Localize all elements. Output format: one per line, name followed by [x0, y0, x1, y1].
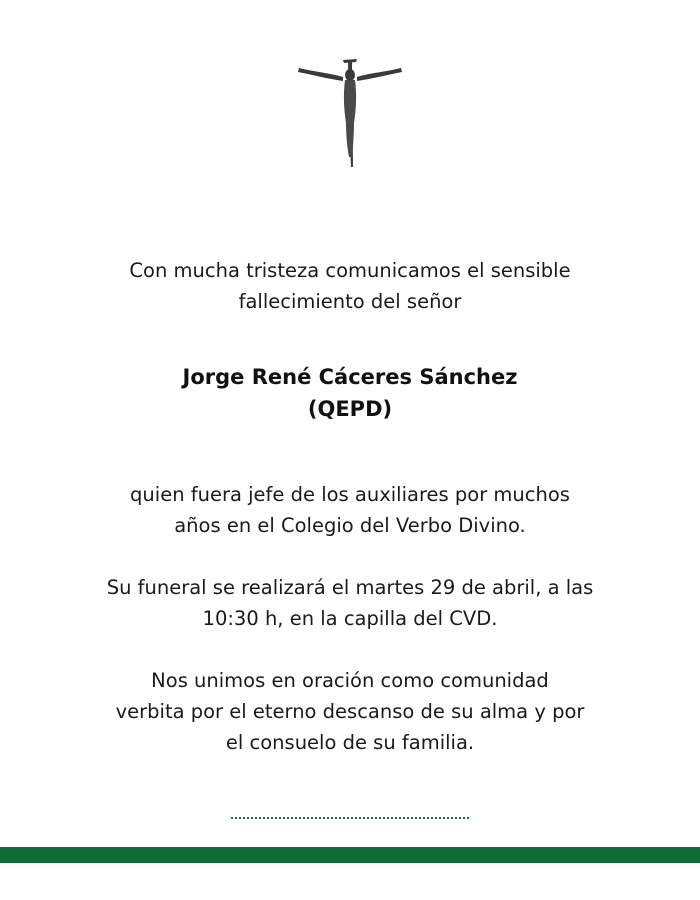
funeral-paragraph	[60, 572, 640, 634]
role-line: quien fuera jefe de los auxiliares por muchos	[130, 483, 570, 506]
deceased-name: Jorge René Cáceres Sánchez	[182, 365, 518, 389]
footer-band	[0, 847, 700, 863]
prayer-paragraph	[60, 665, 640, 758]
intro-line: fallecimiento del señor	[238, 290, 462, 313]
intro-paragraph	[60, 255, 640, 317]
role-paragraph	[60, 479, 640, 541]
prayer-line: Nos unimos en oración como comunidad	[151, 669, 549, 692]
dotted-divider	[231, 817, 469, 819]
qepd-suffix: (QEPD)	[307, 397, 393, 421]
intro-line: Con mucha tristeza comunicamos el sensible	[129, 259, 571, 282]
funeral-line: Su funeral se realizará el martes 29 de abril, a las	[106, 576, 594, 599]
crucifix-icon	[295, 55, 405, 167]
prayer-line: verbita por el eterno descanso de su alma y por	[115, 700, 585, 723]
deceased-name-block	[60, 361, 640, 425]
prayer-line: el consuelo de su familia.	[225, 731, 475, 754]
role-line: años en el Colegio del Verbo Divino.	[174, 514, 526, 537]
funeral-line: 10:30 h, en la capilla del CVD.	[202, 607, 498, 630]
